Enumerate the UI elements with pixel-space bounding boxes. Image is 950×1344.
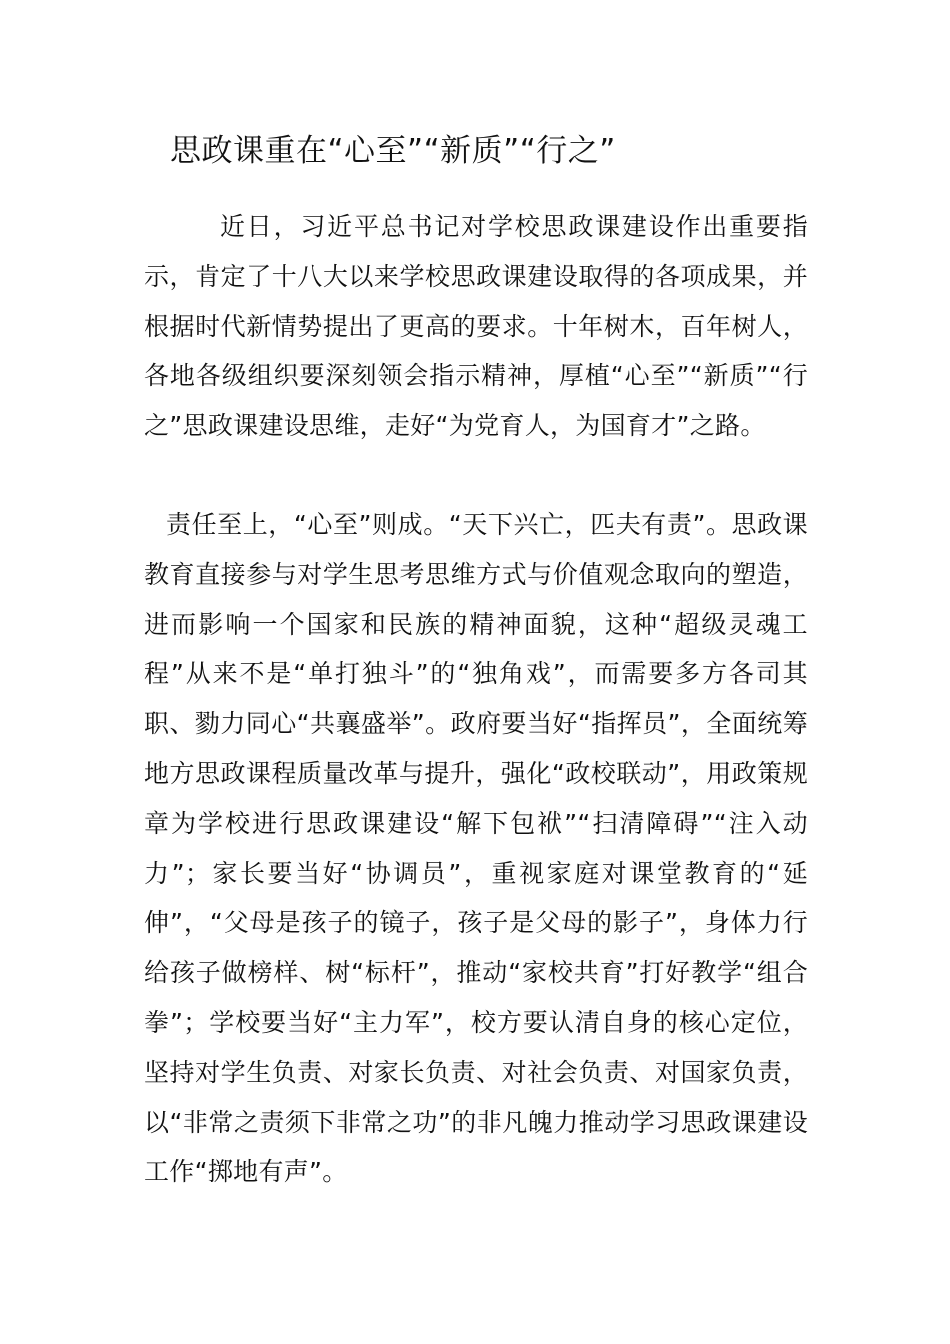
document-title: 思政课重在“心至”“新质”“行之”: [170, 133, 616, 169]
paragraph-responsibility: 责任至上，“心至”则成。“天下兴亡，匹夫有责”。思政课教育直接参与对学生思考思维方式与价值观念取向的塑造，进而影响一个国家和民族的精神面貌，这种“超级灵魂工程”从来不是“单打独斗”的“独角戏”，而需要多方各司其职、勠力同心“共襄盛举”。政府要当好“指挥员”，全面统筹地方思政课程质量改革与提升，强化“政校联动”，用政策规章为学校进行思政课建设“解下包袱”“扫清障碍”“注入动力”；家长要当好“协调员”，重视家庭对课堂教育的“延伸”，“父母是孩子的镜子，孩子是父母的影子”，身体力行给孩子做榜样、树“标杆”，推动“家校共育”打好教学“组合拳”；学校要当好“主力军”，校方要认清自身的核心定位，坚持对学生负责、对家长负责、对社会负责、对国家负责，以“非常之责须下非常之功”的非凡魄力推动学习思政课建设工作“掷地有声”。: [144, 510, 808, 1187]
paragraph-intro: 近日，习近平总书记对学校思政课建设作出重要指示，肯定了十八大以来学校思政课建设取得的各项成果，并根据时代新情势提出了更高的要求。十年树木，百年树人，各地各级组织要深刻领会指示精神，厚植“心至”“新质”“行之”思政课建设思维，走好“为党育人，为国育才”之路。: [144, 212, 808, 441]
